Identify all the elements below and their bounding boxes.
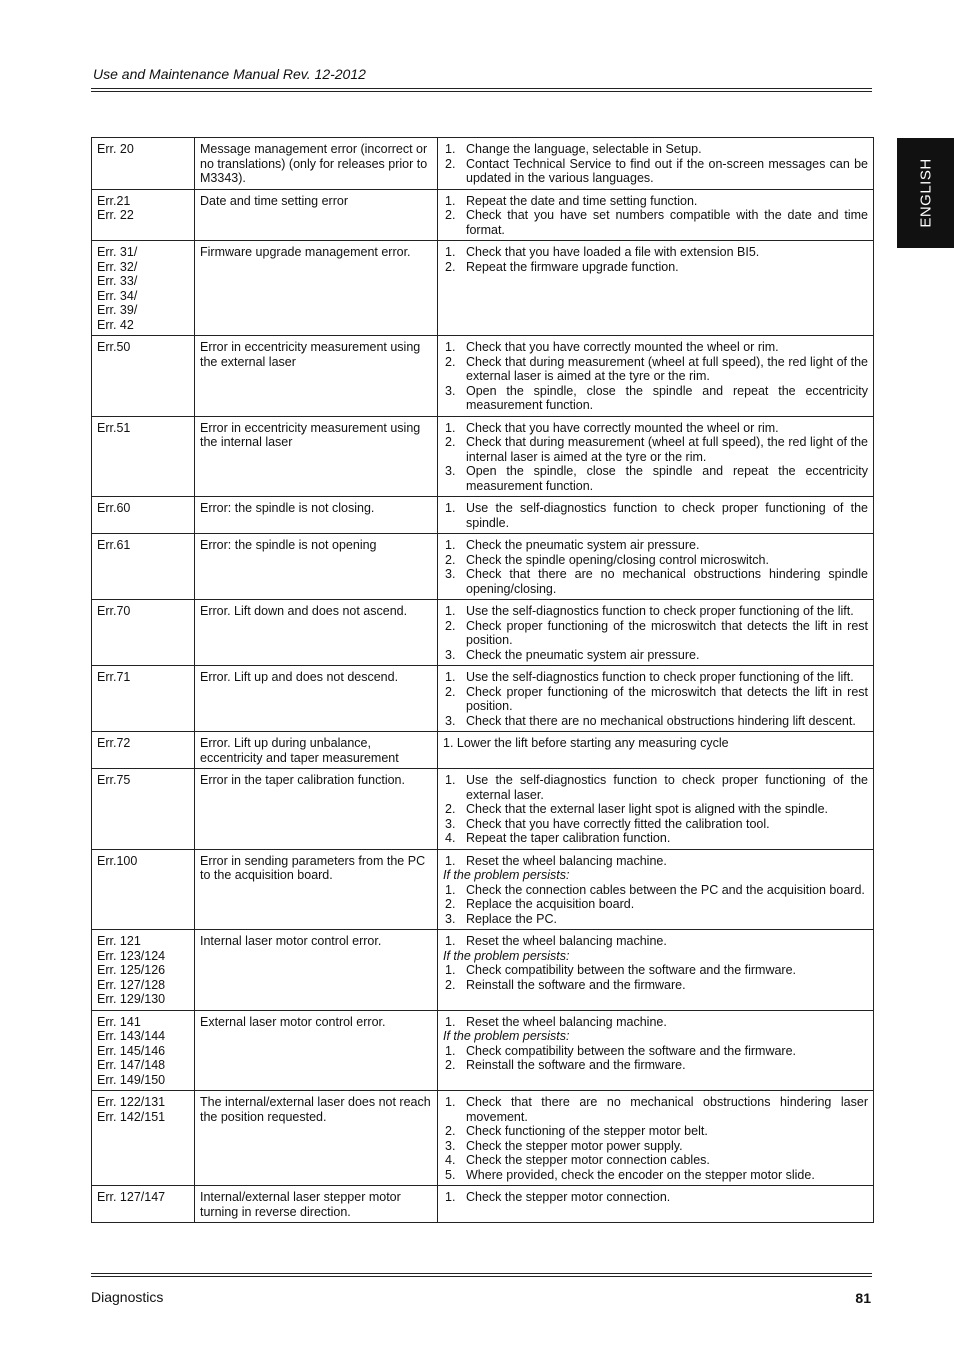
error-code-cell xyxy=(92,732,195,769)
step-text: Open the spindle, close the spindle and repeat the eccentricity measurement function. xyxy=(466,383,868,412)
step-number: 1. xyxy=(445,882,456,897)
error-code: Err. 142/151 xyxy=(97,1109,166,1124)
error-code: Err.75 xyxy=(97,773,131,787)
error-code: Err.50 xyxy=(97,340,131,354)
step-text: Check compatibility between the software and the firmware. xyxy=(466,1043,797,1058)
step-number: 1. xyxy=(445,1095,456,1109)
step-text: Contact Technical Service to find out if the on-screen messages can be updated in the various languages. xyxy=(466,156,868,185)
solution-step xyxy=(443,934,868,949)
solution-step xyxy=(443,355,868,384)
solution-step xyxy=(443,619,868,648)
solution-step xyxy=(443,157,868,186)
step-number: 3. xyxy=(445,567,456,581)
error-solution-cell xyxy=(438,849,874,930)
footer-rule-secondary xyxy=(91,1276,872,1277)
error-solution-cell xyxy=(438,241,874,336)
table-row xyxy=(92,769,874,850)
error-code: Err. 22 xyxy=(97,208,134,222)
solution-steps xyxy=(443,340,868,413)
step-text: Repeat the taper calibration function. xyxy=(466,831,671,845)
table-row xyxy=(92,666,874,732)
error-code: Err.51 xyxy=(97,420,131,435)
solution-steps xyxy=(443,854,868,869)
solution-step xyxy=(443,773,868,802)
solution-steps xyxy=(443,1190,868,1205)
solution-step xyxy=(443,604,868,619)
solution-steps xyxy=(443,194,868,238)
step-text: Check the pneumatic system air pressure. xyxy=(466,647,700,662)
language-tab-label: ENGLISH xyxy=(917,158,934,228)
step-text: Open the spindle, close the spindle and repeat the eccentricity measurement function. xyxy=(466,464,868,493)
error-solution-cell xyxy=(438,534,874,600)
step-text: Use the self-diagnostics function to check proper functioning of the spindle. xyxy=(466,501,868,530)
step-number: 1. xyxy=(445,853,456,868)
error-description: Firmware upgrade management error. xyxy=(195,241,438,336)
page-number: 81 xyxy=(855,1290,871,1306)
error-code: Err.71 xyxy=(97,670,131,684)
error-solution-cell xyxy=(438,416,874,497)
step-text: Check that you have correctly mounted the wheel or rim. xyxy=(466,340,779,354)
solution-steps xyxy=(443,1095,868,1182)
error-description: Error: the spindle is not opening xyxy=(195,534,438,600)
error-code-cell xyxy=(92,138,195,190)
solution-steps xyxy=(443,670,868,728)
error-code: Err. 129/130 xyxy=(97,992,166,1006)
language-tab xyxy=(897,138,954,248)
step-text: Replace the PC. xyxy=(466,911,558,926)
error-description: Error: the spindle is not closing. xyxy=(195,497,438,534)
error-description: Error in the taper calibration function. xyxy=(195,769,438,850)
error-description: Internal/external laser stepper motor turning in reverse direction. xyxy=(195,1186,438,1223)
persist-note: If the problem persists: xyxy=(443,868,570,882)
step-number: 1. xyxy=(445,963,456,977)
step-text: Check that you have correctly mounted the wheel or rim. xyxy=(466,420,779,435)
solution-steps xyxy=(443,538,868,596)
persist-note: If the problem persists: xyxy=(443,1029,570,1043)
error-code-cell xyxy=(92,1186,195,1223)
step-number: 1. xyxy=(445,501,456,515)
step-text: Check the spindle opening/closing control microswitch. xyxy=(466,552,769,567)
error-solution-cell xyxy=(438,1010,874,1091)
solution-step xyxy=(443,260,868,275)
solution-step xyxy=(443,1015,868,1030)
step-text: Use the self-diagnostics function to check proper functioning of the lift. xyxy=(466,604,854,618)
step-number: 1. xyxy=(445,193,456,208)
step-text: Replace the acquisition board. xyxy=(466,897,635,911)
solution-step xyxy=(443,670,868,685)
step-number: 3. xyxy=(445,464,456,478)
step-text: Check proper functioning of the microswitch that detects the lift in rest position. xyxy=(466,684,868,713)
step-number: 2. xyxy=(445,1058,456,1072)
step-number: 3. xyxy=(445,647,456,662)
error-description: The internal/external laser does not reach the position requested. xyxy=(195,1091,438,1186)
step-text: Check the stepper motor connection. xyxy=(466,1190,671,1204)
step-number: 3. xyxy=(445,816,456,831)
step-text: Check that you have loaded a file with extension BI5. xyxy=(466,245,760,259)
solution-step xyxy=(443,1095,868,1124)
solution-steps xyxy=(443,501,868,530)
error-solution-cell xyxy=(438,732,874,769)
error-code: Err.72 xyxy=(97,736,131,750)
error-code-table xyxy=(91,137,874,1223)
footer-section-name: Diagnostics xyxy=(91,1289,164,1305)
step-number: 3. xyxy=(445,383,456,398)
step-number: 2. xyxy=(445,354,456,369)
step-number: 2. xyxy=(445,684,456,699)
error-code-cell xyxy=(92,534,195,600)
error-code: Err. 32/ xyxy=(97,259,138,274)
error-code-cell xyxy=(92,849,195,930)
solution-step xyxy=(443,142,868,157)
step-text: Use the self-diagnostics function to check proper functioning of the lift. xyxy=(466,670,854,684)
table-row xyxy=(92,1010,874,1091)
solution-steps xyxy=(443,934,868,949)
table-row xyxy=(92,1186,874,1223)
step-number: 5. xyxy=(445,1167,456,1182)
error-code-cell xyxy=(92,930,195,1011)
solution-step xyxy=(443,340,868,355)
step-text: Check the connection cables between the PC and the acquisition board. xyxy=(466,882,865,897)
solution-text: 1. Lower the lift before starting any measuring cycle xyxy=(443,736,729,750)
table-row xyxy=(92,138,874,190)
solution-step xyxy=(443,1168,868,1183)
step-text: Check that the external laser light spot is aligned with the spindle. xyxy=(466,802,829,816)
solution-step xyxy=(443,685,868,714)
manual-header-title: Use and Maintenance Manual Rev. 12-2012 xyxy=(93,66,366,82)
solution-step xyxy=(443,1190,868,1205)
step-text: Repeat the firmware upgrade function. xyxy=(466,259,679,274)
header-rule-secondary xyxy=(91,91,872,92)
error-code: Err. 147/148 xyxy=(97,1058,166,1072)
solution-steps xyxy=(443,963,868,992)
error-code-cell xyxy=(92,1010,195,1091)
error-solution-cell xyxy=(438,769,874,850)
error-code-table-body xyxy=(92,138,874,1223)
step-text: Check that you have set numbers compatible with the date and time format. xyxy=(466,208,868,237)
solution-step xyxy=(443,802,868,817)
error-code: Err. 143/144 xyxy=(97,1029,166,1043)
step-text: Reinstall the software and the firmware. xyxy=(466,1058,686,1072)
step-number: 2. xyxy=(445,552,456,567)
step-number: 1. xyxy=(445,670,456,684)
step-text: Reset the wheel balancing machine. xyxy=(466,1014,667,1029)
solution-steps xyxy=(443,142,868,186)
step-number: 1. xyxy=(445,142,456,156)
step-number: 3. xyxy=(445,1138,456,1153)
error-code: Err.21 xyxy=(97,193,131,208)
step-text: Reset the wheel balancing machine. xyxy=(466,934,667,948)
error-solution-cell xyxy=(438,930,874,1011)
error-code-cell xyxy=(92,769,195,850)
step-number: 2. xyxy=(445,259,456,274)
error-code-cell xyxy=(92,666,195,732)
solution-step xyxy=(443,817,868,832)
solution-step xyxy=(443,421,868,436)
error-code: Err.100 xyxy=(97,853,138,868)
error-description: Internal laser motor control error. xyxy=(195,930,438,1011)
step-number: 2. xyxy=(445,618,456,633)
error-code: Err. 145/146 xyxy=(97,1043,166,1058)
step-number: 3. xyxy=(445,713,456,728)
step-number: 2. xyxy=(445,208,456,222)
error-description: Error in eccentricity measurement using the external laser xyxy=(195,336,438,417)
error-description: Error. Lift up during unbalance, eccentricity and taper measurement xyxy=(195,732,438,769)
step-text: Check that during measurement (wheel at full speed), the red light of the internal laser is aimed at the tyre or the rim. xyxy=(466,435,868,464)
error-code: Err. 20 xyxy=(97,142,134,156)
solution-step xyxy=(443,194,868,209)
solution-steps xyxy=(443,1015,868,1030)
footer-rule xyxy=(91,1273,872,1274)
solution-steps xyxy=(443,245,868,274)
error-solution-cell xyxy=(438,336,874,417)
error-solution-cell xyxy=(438,600,874,666)
step-number: 1. xyxy=(445,1190,456,1204)
error-description: Error in sending parameters from the PC to the acquisition board. xyxy=(195,849,438,930)
table-row xyxy=(92,534,874,600)
table-row xyxy=(92,1091,874,1186)
step-text: Repeat the date and time setting function. xyxy=(466,193,698,208)
step-text: Check the stepper motor power supply. xyxy=(466,1138,683,1153)
error-code-cell xyxy=(92,336,195,417)
error-code-cell xyxy=(92,189,195,241)
error-description: External laser motor control error. xyxy=(195,1010,438,1091)
solution-step xyxy=(443,648,868,663)
step-number: 1. xyxy=(445,340,456,354)
solution-step xyxy=(443,883,868,898)
error-code: Err. 39/ xyxy=(97,303,138,317)
error-code: Err. 122/131 xyxy=(97,1095,166,1109)
solution-step xyxy=(443,501,868,530)
table-row xyxy=(92,732,874,769)
solution-step xyxy=(443,384,868,413)
error-code-cell xyxy=(92,1091,195,1186)
error-code: Err. 149/150 xyxy=(97,1072,166,1087)
step-text: Reset the wheel balancing machine. xyxy=(466,853,667,868)
error-code: Err. 33/ xyxy=(97,274,138,288)
error-code: Err. 31/ xyxy=(97,245,138,259)
error-description: Error. Lift up and does not descend. xyxy=(195,666,438,732)
persist-note: If the problem persists: xyxy=(443,948,570,963)
solution-step xyxy=(443,567,868,596)
error-code-cell xyxy=(92,241,195,336)
error-code: Err. 34/ xyxy=(97,288,138,303)
step-number: 2. xyxy=(445,435,456,449)
solution-steps xyxy=(443,773,868,846)
error-code: Err. 127/147 xyxy=(97,1190,166,1204)
error-code: Err. 125/126 xyxy=(97,963,166,977)
solution-steps xyxy=(443,1044,868,1073)
step-number: 1. xyxy=(445,1014,456,1029)
step-text: Check proper functioning of the microswitch that detects the lift in rest position. xyxy=(466,618,868,647)
solution-step xyxy=(443,897,868,912)
solution-step xyxy=(443,1124,868,1139)
step-number: 4. xyxy=(445,1153,456,1167)
step-number: 1. xyxy=(445,604,456,618)
step-number: 1. xyxy=(445,538,456,552)
error-solution-cell xyxy=(438,1091,874,1186)
solution-step xyxy=(443,538,868,553)
error-code-cell xyxy=(92,416,195,497)
solution-step xyxy=(443,963,868,978)
solution-step xyxy=(443,1058,868,1073)
error-code: Err.61 xyxy=(97,538,131,552)
error-code: Err. 123/124 xyxy=(97,948,166,963)
step-text: Reinstall the software and the firmware. xyxy=(466,977,686,992)
step-number: 2. xyxy=(445,1124,456,1138)
solution-step xyxy=(443,553,868,568)
table-row xyxy=(92,600,874,666)
error-code: Err. 127/128 xyxy=(97,977,166,992)
step-number: 2. xyxy=(445,156,456,171)
table-row xyxy=(92,930,874,1011)
solution-step xyxy=(443,245,868,260)
step-text: Check that during measurement (wheel at full speed), the red light of the external laser is aimed at the tyre or the rim. xyxy=(466,354,868,383)
table-row xyxy=(92,241,874,336)
solution-step xyxy=(443,978,868,993)
table-row xyxy=(92,336,874,417)
table-row xyxy=(92,849,874,930)
step-number: 3. xyxy=(445,911,456,926)
solution-step xyxy=(443,208,868,237)
error-description: Error. Lift down and does not ascend. xyxy=(195,600,438,666)
header-rule xyxy=(91,88,872,89)
solution-step xyxy=(443,1153,868,1168)
step-text: Check that you have correctly fitted the calibration tool. xyxy=(466,816,770,831)
step-text: Check that there are no mechanical obstructions hindering lift descent. xyxy=(466,713,856,728)
step-number: 2. xyxy=(445,897,456,911)
solution-step xyxy=(443,464,868,493)
error-solution-cell xyxy=(438,497,874,534)
step-number: 2. xyxy=(445,977,456,992)
error-code: Err. 42 xyxy=(97,317,134,332)
error-description: Error in eccentricity measurement using the internal laser xyxy=(195,416,438,497)
error-solution-cell xyxy=(438,1186,874,1223)
step-text: Check the stepper motor connection cables. xyxy=(466,1153,710,1167)
solution-steps xyxy=(443,604,868,662)
error-solution-cell xyxy=(438,189,874,241)
solution-steps xyxy=(443,883,868,927)
step-number: 4. xyxy=(445,831,456,845)
table-row xyxy=(92,189,874,241)
error-code: Err. 121 xyxy=(97,934,141,948)
solution-step xyxy=(443,831,868,846)
solution-step xyxy=(443,854,868,869)
error-solution-cell xyxy=(438,138,874,190)
error-description: Message management error (incorrect or no translations) (only for releases prior to M3343). xyxy=(195,138,438,190)
step-text: Use the self-diagnostics function to check proper functioning of the external laser. xyxy=(466,773,868,802)
step-number: 1. xyxy=(445,420,456,435)
step-number: 1. xyxy=(445,1043,456,1058)
solution-steps xyxy=(443,421,868,494)
step-text: Check the pneumatic system air pressure. xyxy=(466,538,700,552)
step-number: 2. xyxy=(445,802,456,816)
error-code: Err.70 xyxy=(97,604,131,618)
step-text: Where provided, check the encoder on the stepper motor slide. xyxy=(466,1167,815,1182)
step-text: Check functioning of the stepper motor belt. xyxy=(466,1124,708,1138)
error-code: Err. 141 xyxy=(97,1014,141,1029)
step-number: 1. xyxy=(445,773,456,787)
solution-step xyxy=(443,1044,868,1059)
solution-step xyxy=(443,435,868,464)
step-number: 1. xyxy=(445,934,456,948)
table-row xyxy=(92,497,874,534)
error-code-cell xyxy=(92,600,195,666)
step-text: Check compatibility between the software and the firmware. xyxy=(466,963,797,977)
solution-step xyxy=(443,714,868,729)
table-row xyxy=(92,416,874,497)
solution-step xyxy=(443,912,868,927)
step-text: Change the language, selectable in Setup. xyxy=(466,142,702,156)
error-description: Date and time setting error xyxy=(195,189,438,241)
error-code-cell xyxy=(92,497,195,534)
step-number: 1. xyxy=(445,245,456,259)
error-solution-cell xyxy=(438,666,874,732)
step-text: Check that there are no mechanical obstructions hindering spindle opening/closing. xyxy=(466,567,868,596)
error-code: Err.60 xyxy=(97,501,131,515)
step-text: Check that there are no mechanical obstructions hindering laser movement. xyxy=(466,1095,868,1124)
solution-step xyxy=(443,1139,868,1154)
